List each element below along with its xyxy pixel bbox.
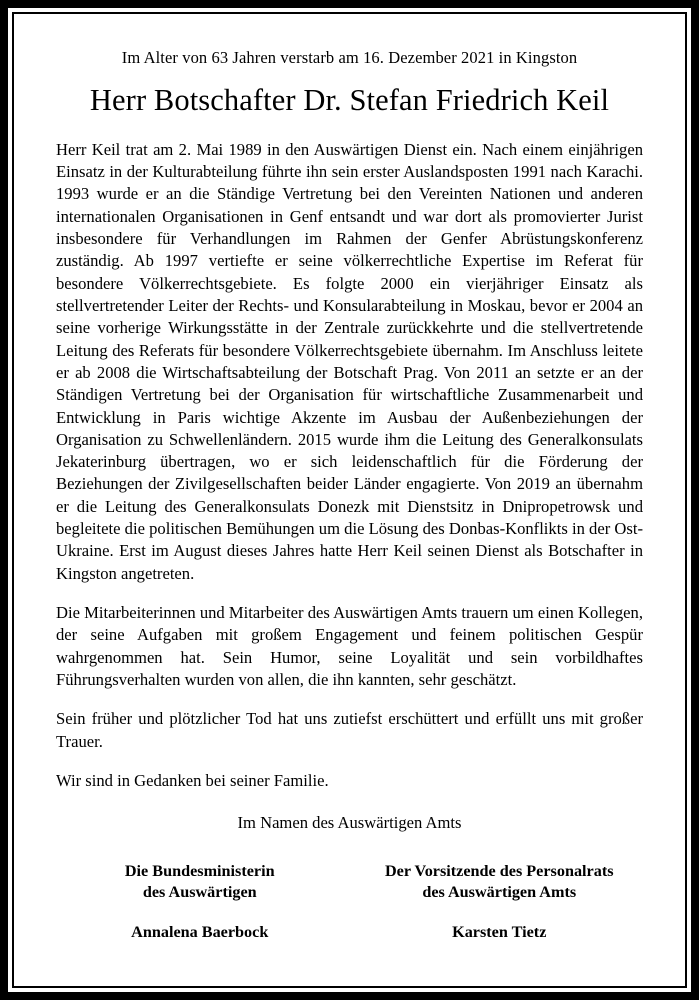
signature-title-line-2: des Auswärtigen Amts <box>422 882 577 901</box>
signature-person-name: Karsten Tietz <box>452 923 547 942</box>
signature-title-line-1: Der Vorsitzende des Personalrats <box>384 861 614 880</box>
biography-paragraph: Herr Keil trat am 2. Mai 1989 in den Auswärtigen Dienst ein. Nach einem einjährigen Einsatz in der Kulturabteilung führte ihn sein erster Auslandsposten 1991 nach Karachi. 1993 wurde er an die Ständige Vertretung bei den Vereinten Nationen und anderen internationalen Organisationen in Genf entsandt und war dort als promovierter Jurist insbesondere für Verhandlungen im Rahmen der Genfer Abrüstungskonferenz zuständig. Ab 1997 vertiefte er seine völkerrechtliche Expertise im Referat für besondere Völkerrechtsgebiete. Es folgte 2000 ein vierjähriger Einsatz als stellvertretender Leiter der Rechts- und Konsularabteilung in Moskau, bevor er 2004 an seine vorherige Wirkungsstätte in der Zentrale zurückkehrte und die stellvertretende Leitung des Referats für besondere Völkerrechtsgebiete übernahm. Im Anschluss leitete er ab 2008 die Wirtschaftsabteilung der Botschaft Prag. Von 2011 an setzte er an der Ständigen Vertretung bei der Organisation für wirtschaftliche Zusammenarbeit und Entwicklung in Paris wichtige Akzente im Ausbau der Außenbeziehungen der Organisation zu Schwellenländern. 2015 wurde ihm die Leitung des Generalkonsulats Jekaterinburg übertragen, wo er sich leidenschaftlich für die Förderung der Beziehungen der Zivilgesellschaften beider Länder engagierte. Von 2019 an übernahm er die Leitung des Generalkonsulats Donezk mit Dienstsitz in Dnipropetrowsk und begleitete die politischen Bemühungen um die Lösung des Donbas-Konflikts in der Ost-Ukraine. Erst im August dieses Jahres hatte Herr Keil seinen Dienst als Botschafter in Kingston angetreten. <box>56 139 643 583</box>
death-announcement-line: Im Alter von 63 Jahren verstarb am 16. Dezember 2021 in Kingston <box>121 48 578 67</box>
family-paragraph: Wir sind in Gedanken bei seiner Familie. <box>56 770 329 790</box>
tribute-paragraph: Die Mitarbeiterinnen und Mitarbeiter des Auswärtigen Amts trauern um einen Kollegen, der seine Aufgaben mit großem Engagement und feinem politischen Gespür wahrgenommen hat. Sein Humor, seine Loyalität und sein vorbildhaftes Führungsverhalten wurden von allen, die ihn kannten, sehr geschätzt. <box>56 603 643 689</box>
notice-content <box>14 14 685 986</box>
condolence-paragraph: Sein früher und plötzlicher Tod hat uns zutiefst erschüttert und erfüllt uns mit großer Trauer. <box>56 709 643 751</box>
signature-column-minister <box>56 861 350 944</box>
in-the-name-of-line: Im Namen des Auswärtigen Amts <box>237 813 462 833</box>
signature-title-line-1: Die Bundesministerin <box>124 861 275 880</box>
signature-column-staff-council <box>350 861 644 944</box>
notice-inner-border <box>12 12 687 988</box>
signature-block <box>56 861 643 944</box>
signature-title-line-2: des Auswärtigen <box>142 882 257 901</box>
deceased-name: Herr Botschafter Dr. Stefan Friedrich Keil <box>89 82 610 117</box>
signature-person-name: Annalena Baerbock <box>131 923 269 942</box>
